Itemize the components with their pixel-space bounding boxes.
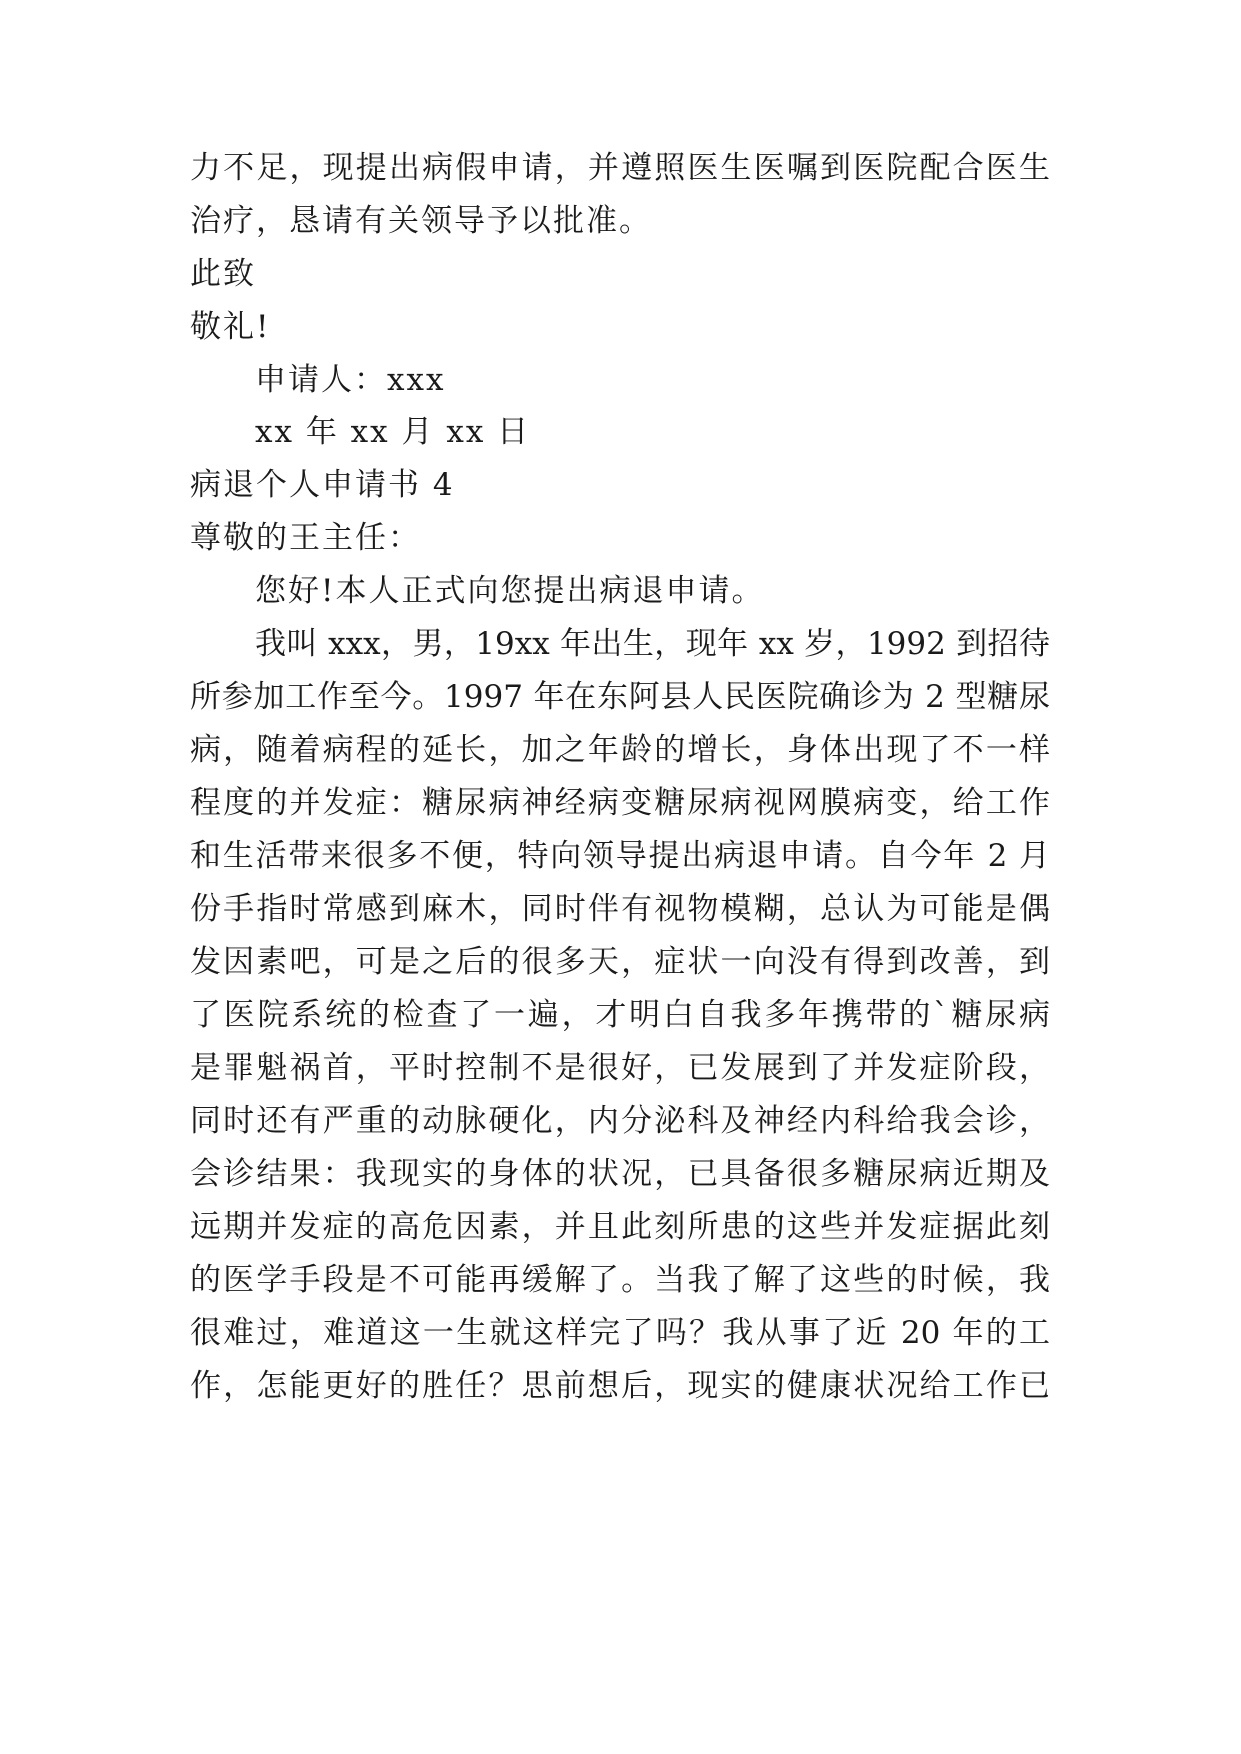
body-line: 份手指时常感到麻木，同时伴有视物模糊，总认为可能是偶 <box>190 891 1050 927</box>
body-line: 所参加工作至今。1997 年在东阿县人民医院确诊为 2 型糖尿 <box>190 679 1050 715</box>
body-line: 发因素吧，可是之后的很多天，症状一向没有得到改善，到 <box>190 944 1050 980</box>
body-line: 很难过，难道这一生就这样完了吗？我从事了近 20 年的工 <box>190 1315 1050 1351</box>
section-title: 病退个人申请书 4 <box>190 467 455 503</box>
opening-sentence: 您好!本人正式向您提出病退申请。 <box>255 573 765 609</box>
body-line: 了医院系统的检查了一遍，才明白自我多年携带的`糖尿病 <box>190 997 1050 1033</box>
body-line: 和生活带来很多不便，特向领导提出病退申请。自今年 2 月 <box>190 838 1050 874</box>
continuation-line: 治疗，恳请有关领导予以批准。 <box>190 203 652 239</box>
body-line: 会诊结果：我现实的身体的状况，已具备很多糖尿病近期及 <box>190 1156 1050 1192</box>
body-line: 我叫 xxx，男，19xx 年出生，现年 xx 岁，1992 到招待 <box>255 626 1050 662</box>
body-line: 程度的并发症：糖尿病神经病变糖尿病视网膜病变，给工作 <box>190 785 1050 821</box>
body-line: 同时还有严重的动脉硬化，内分泌科及神经内科给我会诊， <box>190 1103 1050 1139</box>
application-date: xx 年 xx 月 xx 日 <box>255 414 531 450</box>
closing-regards: 敬礼! <box>190 309 271 345</box>
body-line: 远期并发症的高危因素，并且此刻所患的这些并发症据此刻 <box>190 1209 1050 1245</box>
body-line: 作，怎能更好的胜任？思前想后，现实的健康状况给工作已 <box>190 1368 1050 1404</box>
applicant-signature: 申请人：xxx <box>255 362 446 398</box>
closing-salutation: 此致 <box>190 256 256 292</box>
continuation-line: 力不足，现提出病假申请，并遵照医生医嘱到医院配合医生 <box>190 150 1050 186</box>
body-line: 是罪魁祸首，平时控制不是很好，已发展到了并发症阶段， <box>190 1050 1050 1086</box>
body-line: 的医学手段是不可能再缓解了。当我了解了这些的时候，我 <box>190 1262 1050 1298</box>
letter-greeting: 尊敬的王主任： <box>190 520 421 556</box>
body-line: 病，随着病程的延长，加之年龄的增长，身体出现了不一样 <box>190 732 1050 768</box>
